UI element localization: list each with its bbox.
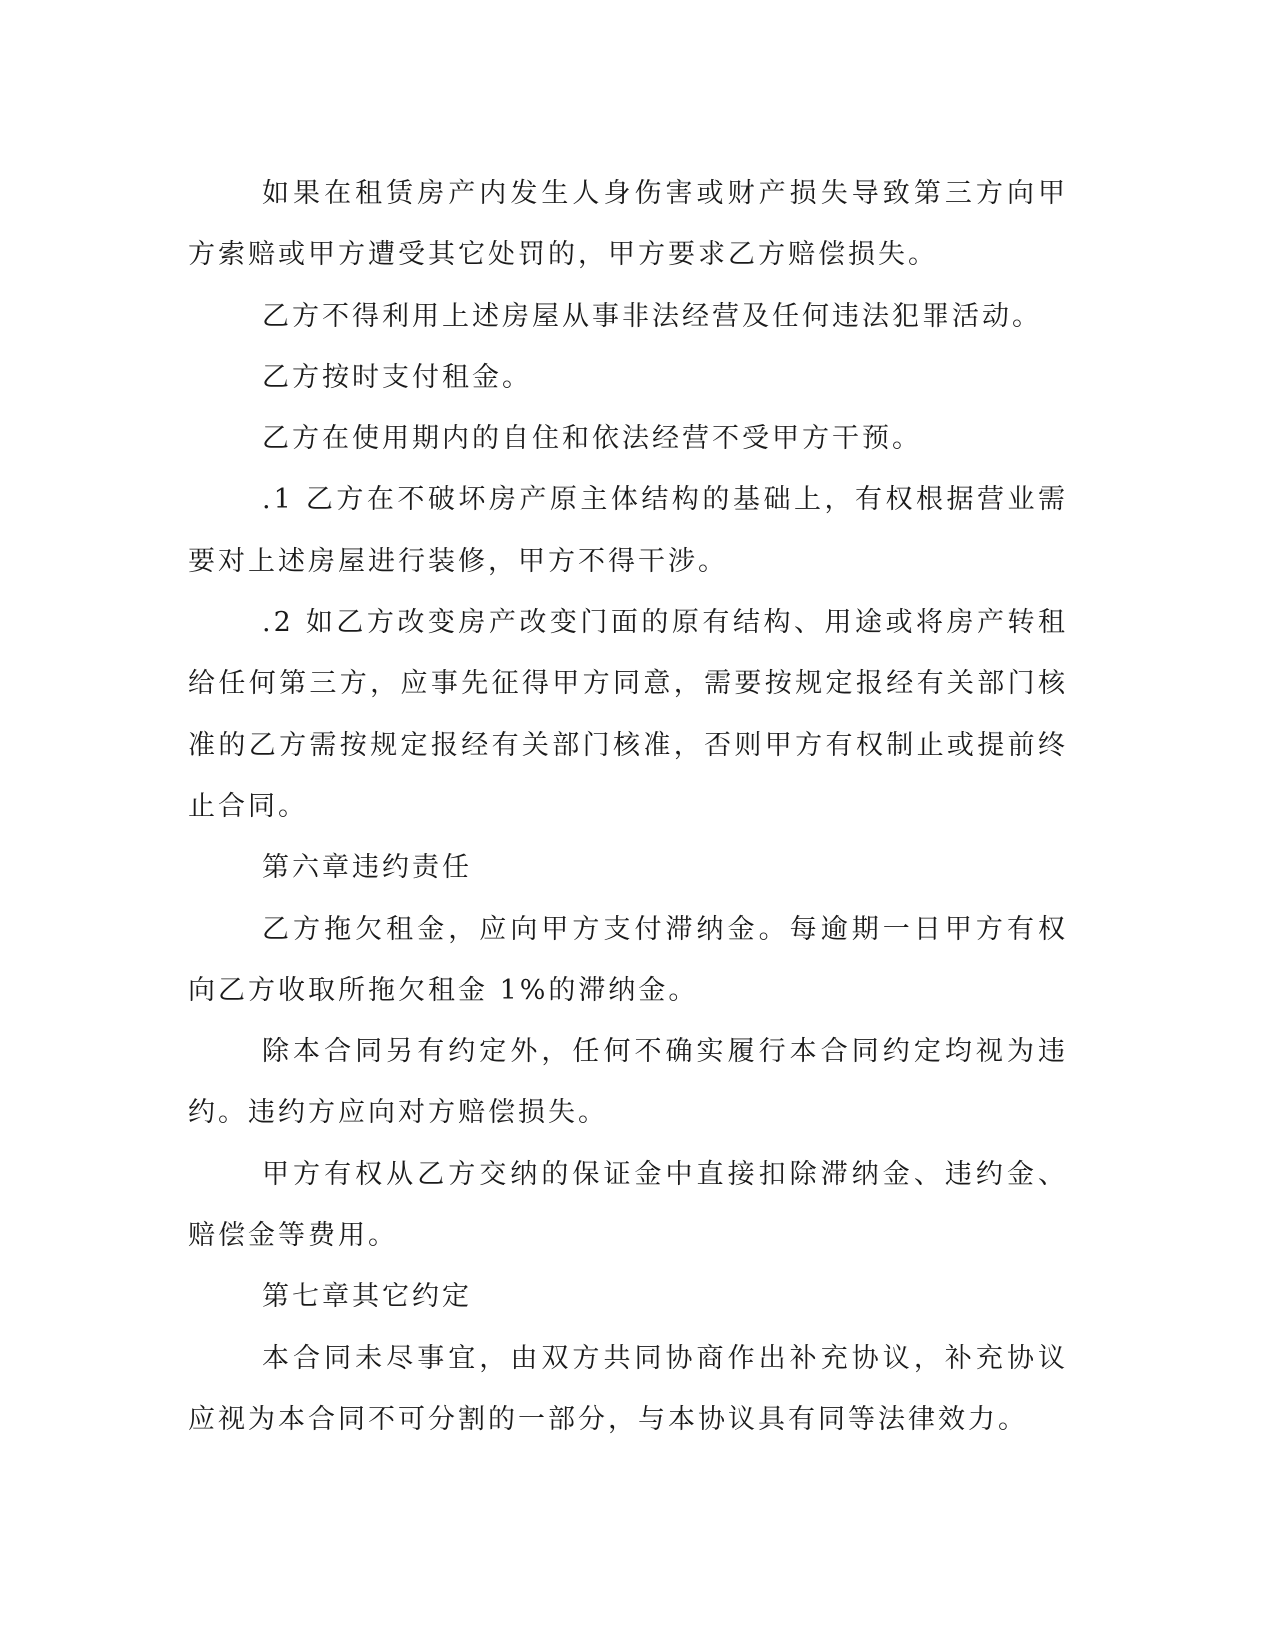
paragraph-structure-change-consent: .2 如乙方改变房产改变门面的原有结构、用途或将房产转租给任何第三方，应事先征得甲方同意，需要按规定报经有关部门核准的乙方需按规定报经有关部门核准，否则甲方有权制止或提前终止合同。 [188, 607, 1068, 822]
paragraph-no-illegal-activity: 乙方不得利用上述房屋从事非法经营及任何违法犯罪活动。 [262, 300, 1042, 332]
chapter-six-heading: 第六章违约责任 [262, 852, 472, 884]
paragraph-deposit-deduction: 甲方有权从乙方交纳的保证金中直接扣除滞纳金、违约金、赔偿金等费用。 [188, 1158, 1068, 1252]
paragraph-supplementary-agreement: 本合同未尽事宜，由双方共同协商作出补充协议，补充协议应视为本合同不可分割的一部分，与本协议具有同等法律效力。 [188, 1342, 1068, 1435]
paragraph-third-party-compensation: 如果在租赁房产内发生人身伤害或财产损失导致第三方向甲方索赔或甲方遭受其它处罚的，甲方要求乙方赔偿损失。 [188, 178, 1068, 271]
document-body [188, 163, 1068, 1450]
paragraph-breach-definition: 除本合同另有约定外，任何不确实履行本合同约定均视为违约。违约方应向对方赔偿损失。 [188, 1036, 1068, 1129]
paragraph-renovation-right: .1 乙方在不破坏房产原主体结构的基础上，有权根据营业需要对上述房屋进行装修，甲方不得干涉。 [188, 484, 1068, 577]
paragraph-pay-rent-on-time: 乙方按时支付租金。 [262, 361, 532, 393]
paragraph-no-interference: 乙方在使用期内的自住和依法经营不受甲方干预。 [262, 423, 922, 455]
paragraph-late-fee: 乙方拖欠租金，应向甲方支付滞纳金。每逾期一日甲方有权向乙方收取所拖欠租金 1%的滞纳金。 [188, 913, 1068, 1006]
chapter-seven-heading: 第七章其它约定 [262, 1281, 472, 1313]
